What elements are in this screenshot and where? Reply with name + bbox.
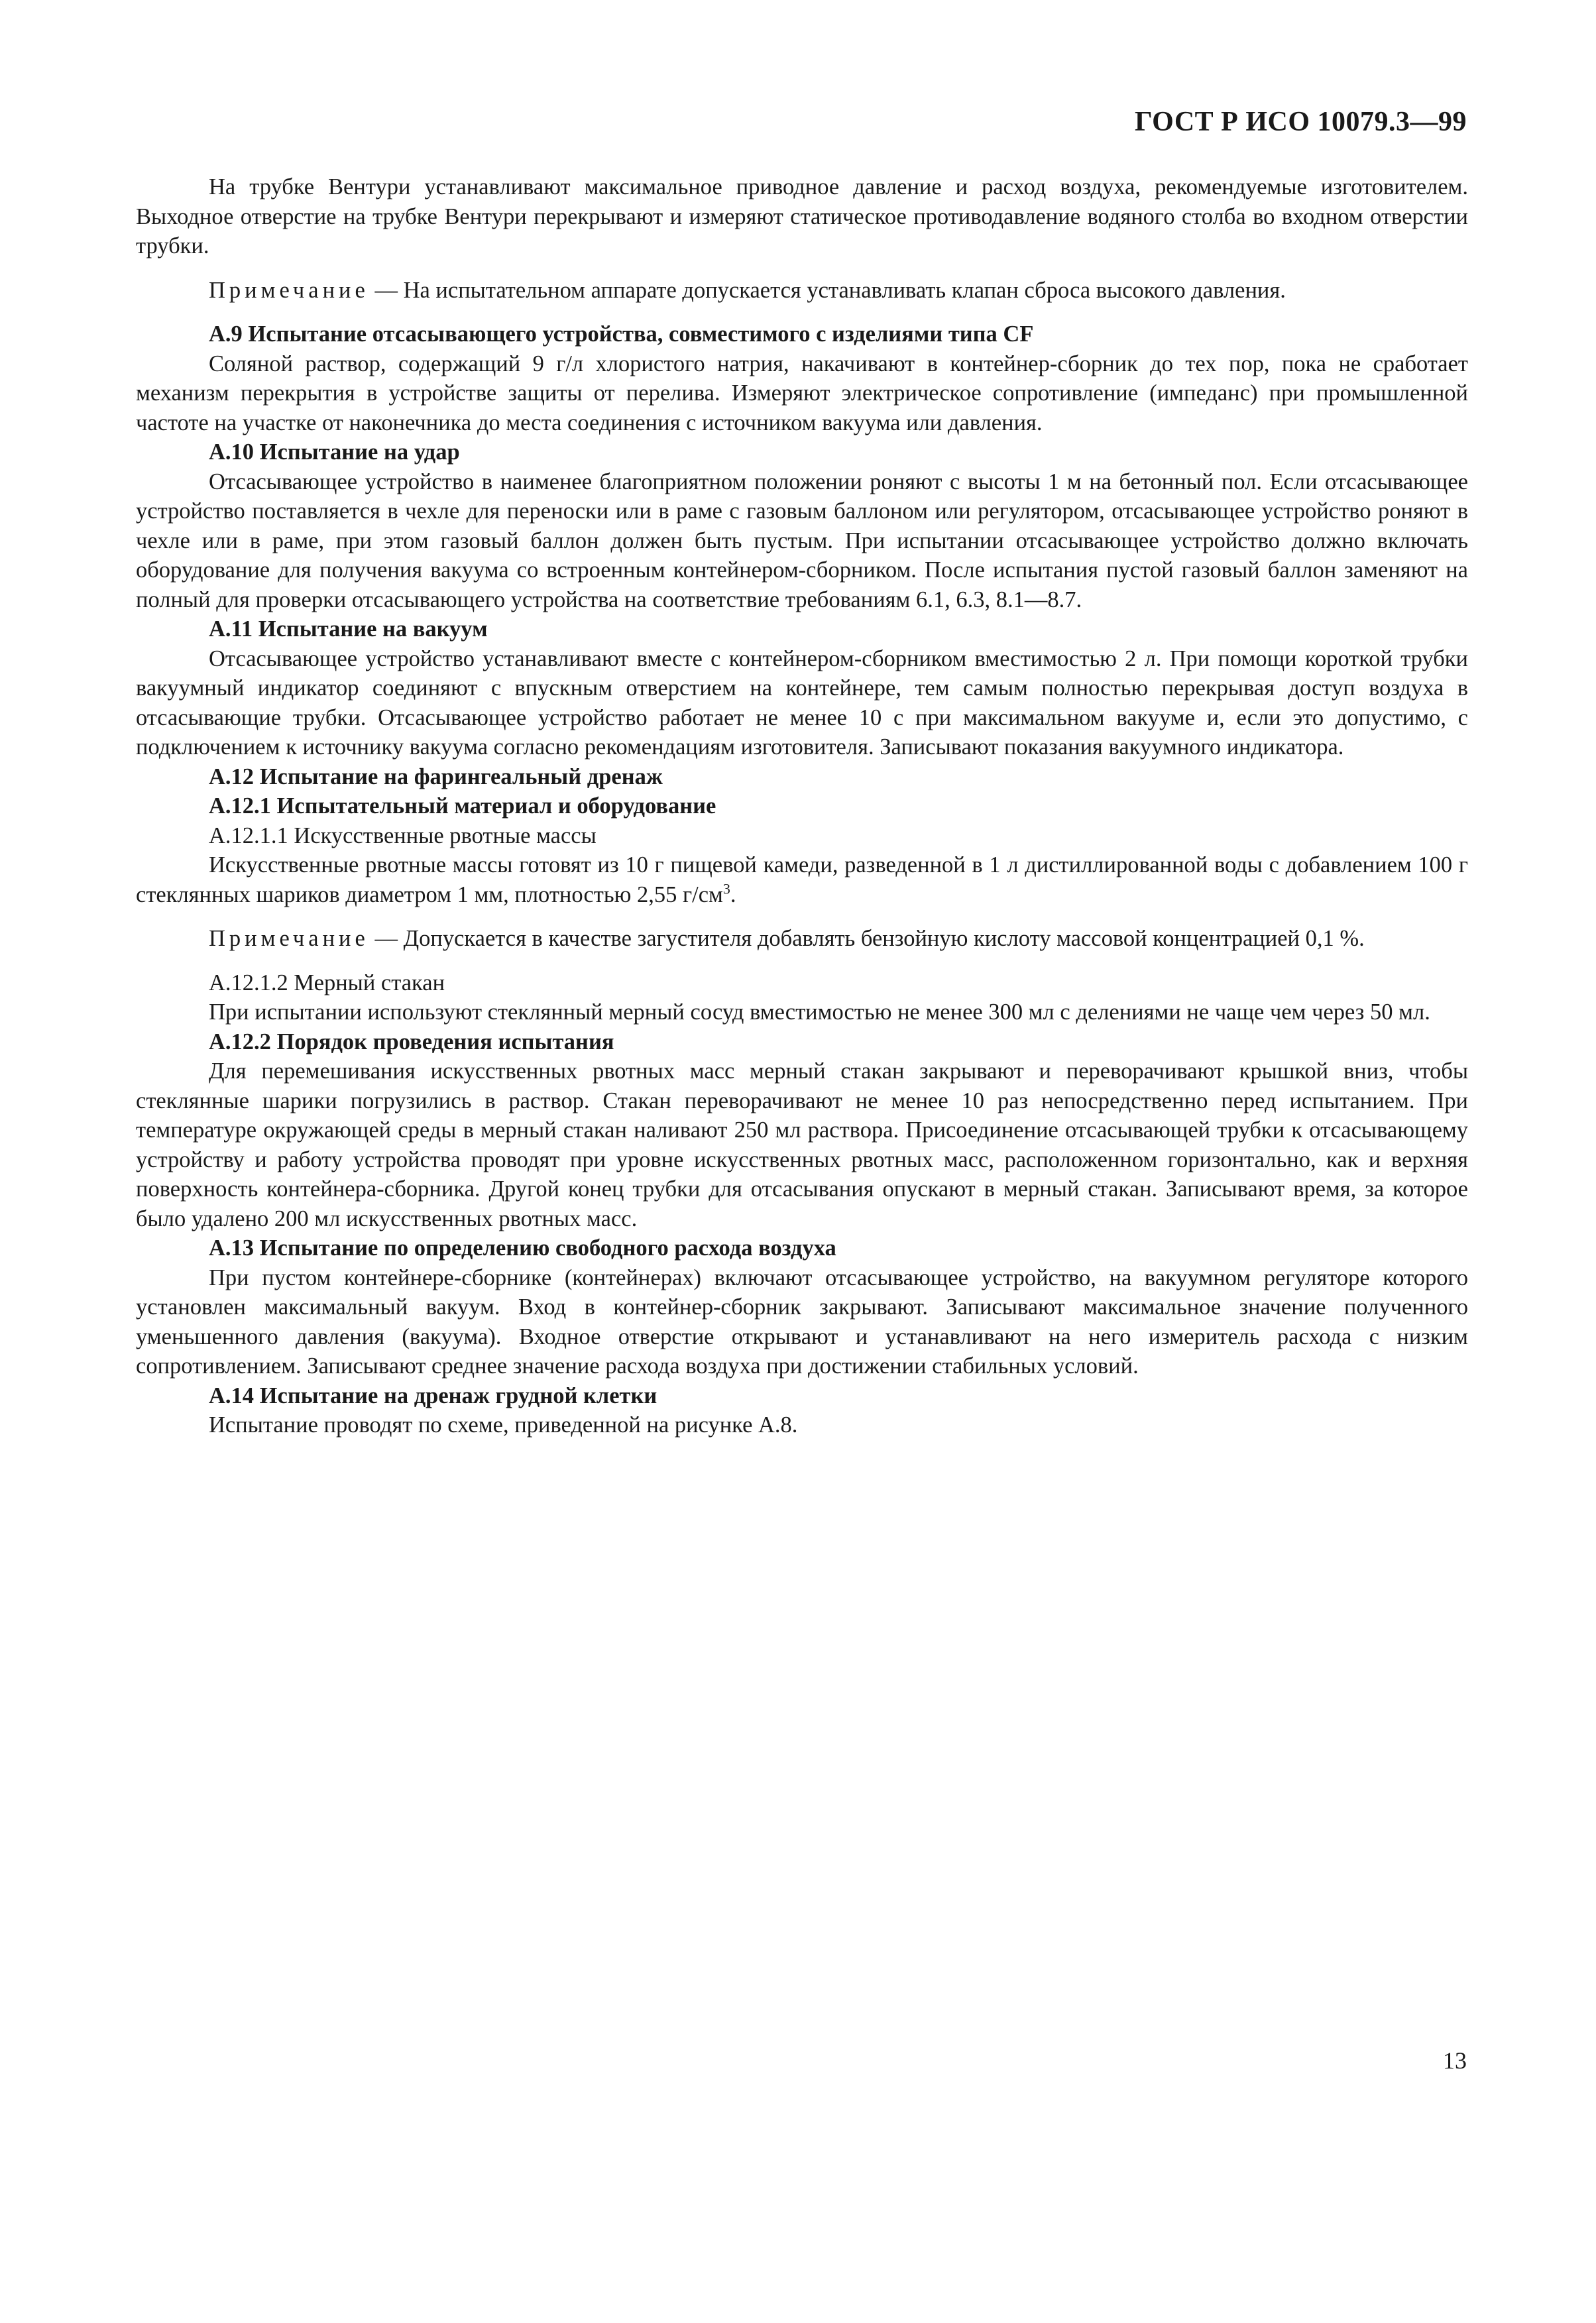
heading-a14: А.14 Испытание на дренаж грудной клетки — [209, 1383, 657, 1408]
document-code-header: ГОСТ Р ИСО 10079.3—99 — [1134, 107, 1467, 137]
heading-a12-2: А.12.2 Порядок проведения испытания — [209, 1029, 614, 1054]
heading-a9: А.9 Испытание отсасывающего устройства, совместимого с изделиями типа CF — [209, 321, 1034, 347]
subheading-a12-1-2: А.12.1.2 Мерный стакан — [209, 970, 445, 995]
page-number: 13 — [1443, 2047, 1467, 2074]
paragraph-a10: Отсасывающее устройство в наименее благоприятном положении роняют с высоты 1 м на бетонный пол. Если отсасывающее устройство поставляется в чехле для переноски или в раме с газовым баллоном или регулятором, отсасывающее устройство роняют в чехле или в раме, при этом газовый баллон должен быть пустым. При испытании отсасывающее устройство должно включать оборудование для получения вакуума со встроенным контейнером-сборником. После испытания пустой газовый баллон заменяют на полный для проверки отсасывающего устройства на соответствие требованиям 6.1, 6.3, 8.1—8.7. — [136, 469, 1468, 612]
paragraph-a14: Испытание проводят по схеме, приведенной на рисунке А.8. — [209, 1412, 798, 1438]
document-body — [136, 172, 1468, 1440]
heading-a10: А.10 Испытание на удар — [209, 439, 460, 465]
paragraph-a12-2: Для перемешивания искусственных рвотных масс мерный стакан закрывают и переворачивают крышкой вниз, чтобы стеклянные шарики погрузились в раствор. Стакан переворачивают не менее 10 раз непосредственно перед испытанием. При температуре окружающей среды в мерный стакан наливают 250 мл раствора. Присоединение отсасывающей трубки к отсасывающему устройству и работу устройства проводят при уровне искусственных рвотных масс, расположенном горизонтально, как и верхняя поверхность контейнера-сборника. Другой конец трубки для отсасывания опускают в мерный стакан. Записывают время, за которое было удалено 200 мл искусственных рвотных масс. — [136, 1058, 1468, 1231]
paragraph-a12-1-1 — [136, 850, 1468, 909]
note-2 — [136, 924, 1468, 954]
heading-a12: А.12 Испытание на фарингеальный дренаж — [209, 764, 663, 789]
heading-a12-1: А.12.1 Испытательный материал и оборудование — [209, 793, 716, 819]
note-text: — Допускается в качестве загустителя добавлять бензойную кислоту массовой концентрацией 0,1 %. — [369, 926, 1365, 951]
heading-a11: А.11 Испытание на вакуум — [209, 616, 488, 642]
subheading-a12-1-1: А.12.1.1 Искусственные рвотные массы — [209, 822, 597, 848]
paragraph-a11: Отсасывающее устройство устанавливают вместе с контейнером-сборником вместимостью 2 л. При помощи короткой трубки вакуумный индикатор соединяют с впускным отверстием на контейнере, тем самым полностью перекрывая доступ воздуха в отсасывающие трубки. Отсасывающее устройство работает не менее 10 с при максимальном вакууме и, если это допустимо, с подключением к источнику вакуума согласно рекомендациям изготовителя. Записывают показания вакуумного индикатора. — [136, 646, 1468, 760]
note-label: Примечание — [209, 277, 369, 303]
text-fragment: . — [730, 881, 736, 907]
text-fragment: Искусственные рвотные массы готовят из 10 г пищевой камеди, разведенной в 1 л дистиллированной воды с добавлением 100 г стеклянных шариков диаметром 1 мм, плотностью 2,55 г/см — [136, 852, 1468, 907]
paragraph-a13: При пустом контейнере-сборнике (контейнерах) включают отсасывающее устройство, на вакуумном регуляторе которого установлен максимальный вакуум. Вход в контейнер-сборник закрывают. Записывают максимальное значение полученного уменьшенного давления (вакуума). Входное отверстие открывают и устанавливают на него измеритель расхода с низким сопротивлением. Записывают среднее значение расхода воздуха при достижении стабильных условий. — [136, 1265, 1468, 1379]
paragraph-a12-1-2: При испытании используют стеклянный мерный сосуд вместимостью не менее 300 мл с делениями не чаще чем через 50 мл. — [209, 999, 1430, 1025]
note-text: — На испытательном аппарате допускается устанавливать клапан сброса высокого давления. — [369, 277, 1286, 303]
note-label: Примечание — [209, 926, 369, 951]
paragraph-a9: Соляной раствор, содержащий 9 г/л хлористого натрия, накачивают в контейнер-сборник до тех пор, пока не сработает механизм перекрытия в устройстве защиты от перелива. Измеряют электрическое сопротивление (импеданс) при промышленной частоте на участке от наконечника до места соединения с источником вакуума или давления. — [136, 351, 1468, 435]
superscript-exponent: 3 — [722, 880, 730, 897]
heading-a13: А.13 Испытание по определению свободного расхода воздуха — [209, 1235, 836, 1261]
paragraph-intro: На трубке Вентури устанавливают максимальное приводное давление и расход воздуха, рекомендуемые изготовителем. Выходное отверстие на трубке Вентури перекрывают и измеряют статическое противодавление водяного столба во входном отверстии трубки. — [136, 174, 1468, 258]
note-1 — [136, 276, 1468, 306]
